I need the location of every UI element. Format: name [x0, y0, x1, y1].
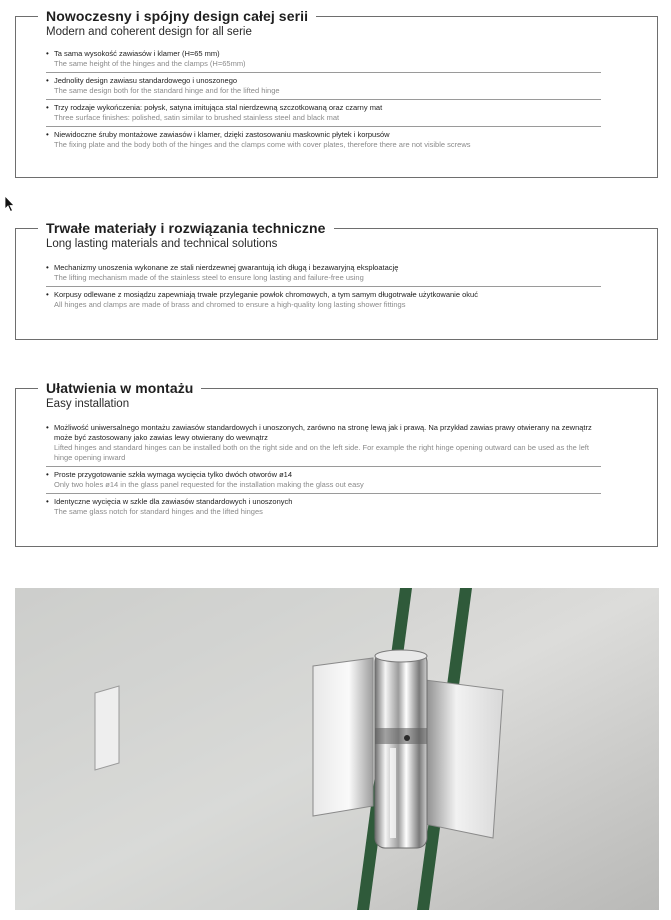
item-text-pl: • Niewidoczne śruby montażowe zawiasów i klamer, dzięki zastosowaniu maskownic płytek i korpusów	[46, 130, 601, 140]
list-item	[46, 420, 601, 467]
item-text-en: The same height of the hinges and the clamps (H=65mm)	[54, 59, 246, 68]
section-title-en: Modern and coherent design for all serie	[46, 26, 252, 38]
item-text-en: All hinges and clamps are made of brass and chromed to ensure a high-quality long lasting shower fittings	[54, 300, 406, 309]
section-title-en: Long lasting materials and technical solutions	[46, 238, 278, 250]
item-text-pl: • Możliwość uniwersalnego montażu zawiasów standardowych i unoszonych, zarówno na stronę lewą jak i prawą. Na przykład zawias prawy otwierany na zewnątrz może być zastosowany jako zawias lewy otwierany do wewnątrz	[46, 423, 601, 443]
mouse-cursor-icon	[4, 195, 16, 213]
section-heading	[38, 8, 316, 39]
item-text-pl: • Ta sama wysokość zawiasów i klamer (H=65 mm)	[46, 49, 601, 59]
item-text-pl: • Jednolity design zawiasu standardowego i unoszonego	[46, 76, 601, 86]
feature-list	[46, 260, 601, 313]
item-text-en: Lifted hinges and standard hinges can be installed both on the right side and on the left side. For example the right hinge opening outward can be used as the left hinge opening inward	[54, 443, 589, 462]
item-text-pl: • Identyczne wycięcia w szkle dla zawiasów standardowych i unoszonych	[46, 497, 601, 507]
section-heading	[38, 220, 334, 251]
list-item	[46, 73, 601, 100]
feature-list	[46, 420, 601, 520]
section-box-design	[15, 8, 658, 178]
item-text-en: The fixing plate and the body both of the hinges and the clamps come with cover plates, therefore there are not visible screws	[54, 140, 471, 149]
section-title-pl: Nowoczesny i spójny design całej serii	[46, 8, 309, 24]
section-box-installation	[15, 380, 658, 547]
item-text-pl: • Korpusy odlewane z mosiądzu zapewniają trwałe przyleganie powłok chromowych, a tym samym długotrwałe użytkowanie okuć	[46, 290, 601, 300]
section-title-pl: Ułatwienia w montażu	[46, 380, 194, 396]
item-text-en: Only two holes ø14 in the glass panel requested for the installation making the glass out easy	[54, 480, 364, 489]
item-text-en: Three surface finishes: polished, satin similar to brushed stainless steel and black mat	[54, 113, 340, 122]
section-title-pl: Trwałe materiały i rozwiązania techniczne	[46, 220, 326, 236]
list-item	[46, 100, 601, 127]
item-text-en: The same glass notch for standard hinges and the lifted hinges	[54, 507, 263, 516]
list-item	[46, 467, 601, 494]
item-text-pl: • Trzy rodzaje wykończenia: połysk, satyna imitująca stal nierdzewną szczotkowaną oraz czarny mat	[46, 103, 601, 113]
list-item	[46, 46, 601, 73]
list-item	[46, 260, 601, 287]
item-text-pl: • Proste przygotowanie szkła wymaga wycięcia tylko dwóch otworów ø14	[46, 470, 601, 480]
section-box-materials	[15, 220, 658, 340]
item-text-en: The lifting mechanism made of the stainless steel to ensure long lasting and failure-free using	[54, 273, 364, 282]
section-heading	[38, 380, 201, 411]
item-text-pl: • Mechanizmy unoszenia wykonane ze stali nierdzewnej gwarantują ich długą i bezawaryjną eksploatację	[46, 263, 601, 273]
list-item	[46, 494, 601, 520]
list-item	[46, 127, 601, 153]
feature-list	[46, 46, 601, 153]
list-item	[46, 287, 601, 313]
item-text-en: The same design both for the standard hinge and for the lifted hinge	[54, 86, 280, 95]
hinge-product-photo	[15, 588, 659, 910]
section-title-en: Easy installation	[46, 398, 130, 410]
